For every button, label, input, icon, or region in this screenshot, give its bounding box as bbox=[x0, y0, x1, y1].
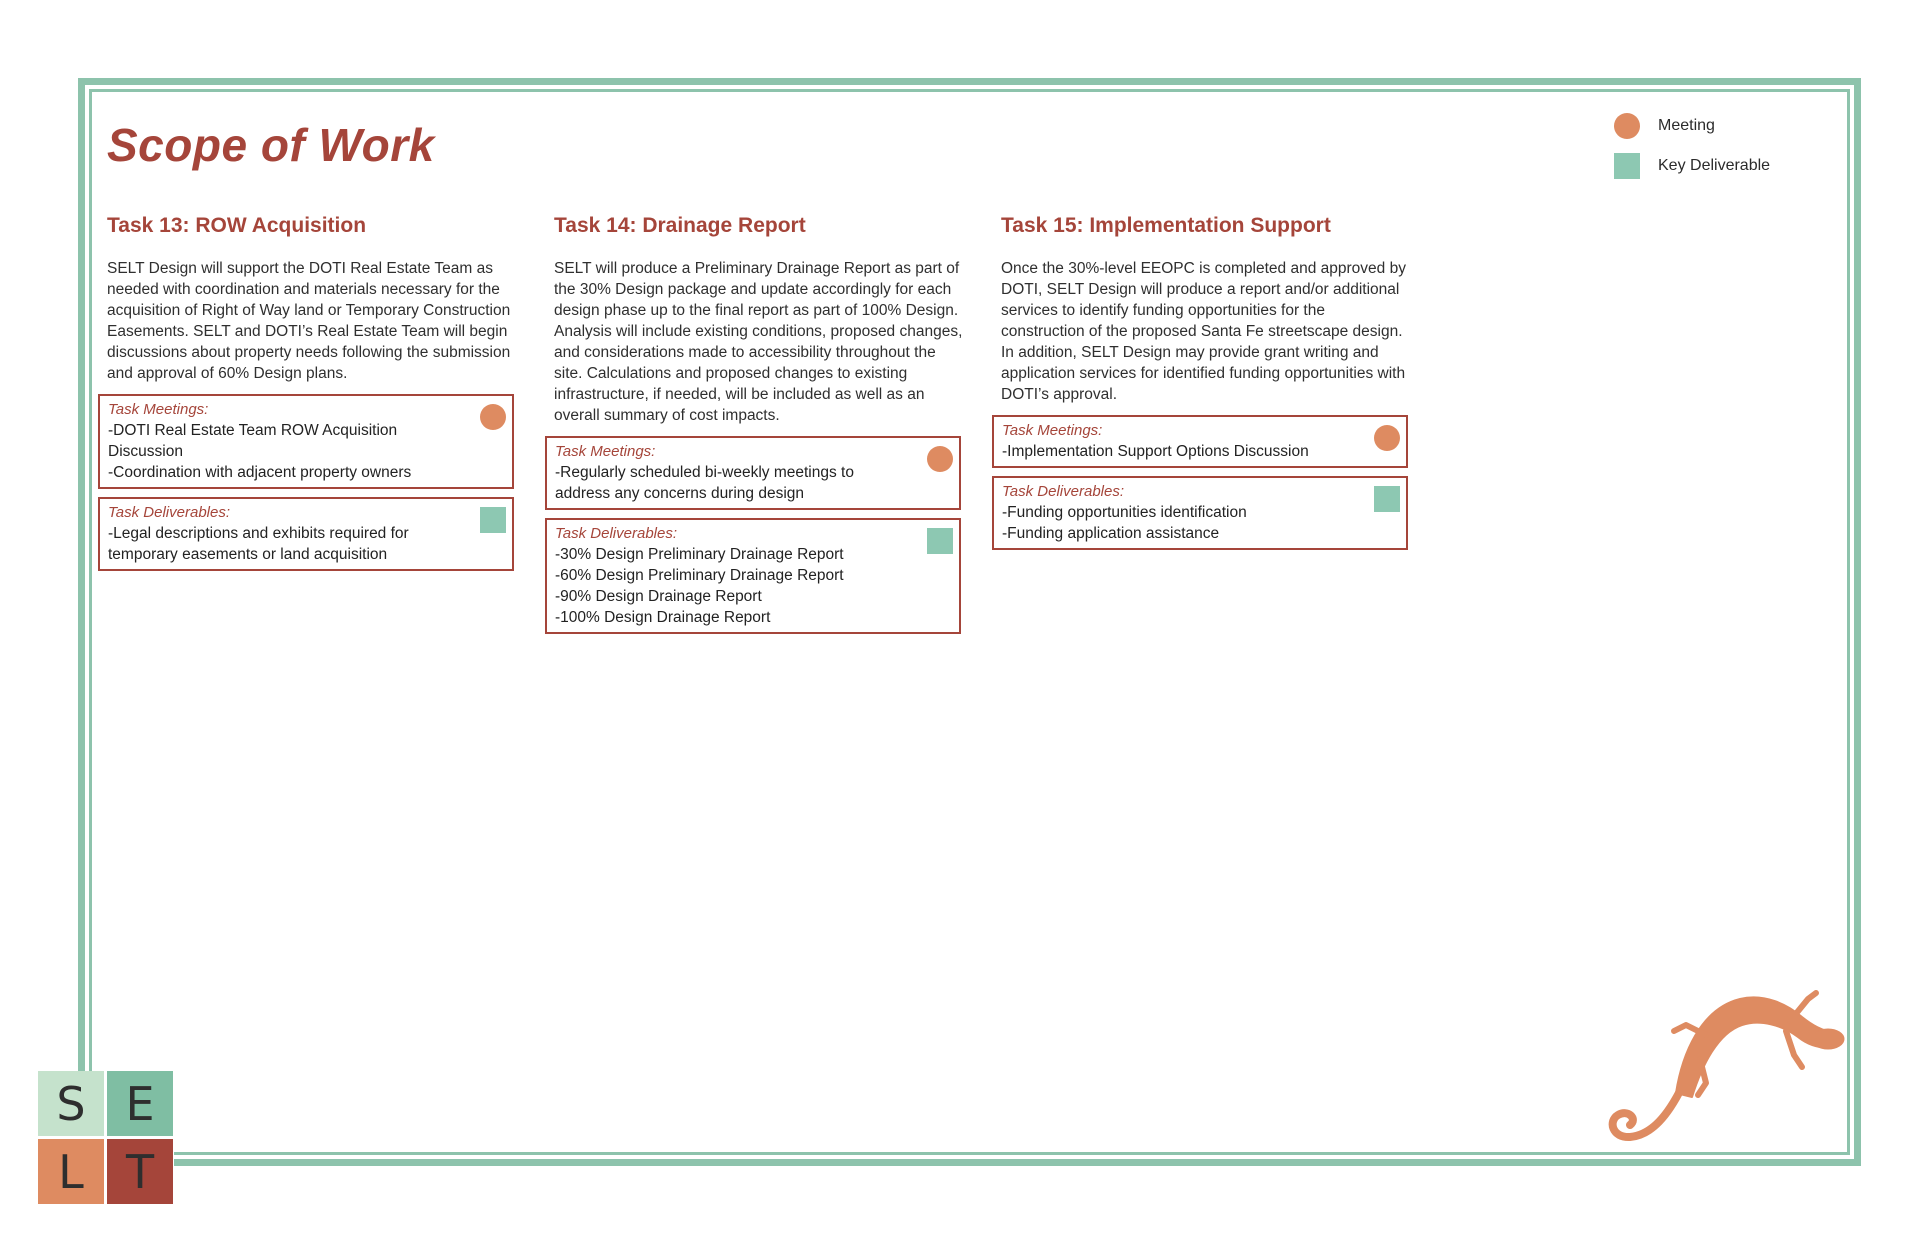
deliverables-title: Task Deliverables: bbox=[108, 504, 230, 521]
task-heading: Task 14: Drainage Report bbox=[554, 214, 806, 237]
meetings-title: Task Meetings: bbox=[555, 443, 656, 460]
task-meetings-box bbox=[98, 394, 514, 489]
meeting-circle-icon bbox=[1614, 113, 1640, 139]
deliverable-item: -Legal descriptions and exhibits required for temporary easements or land acquisition bbox=[108, 525, 409, 563]
legend-deliverable bbox=[1614, 146, 1770, 186]
meeting-circle-icon bbox=[927, 446, 953, 472]
task-description: SELT Design will support the DOTI Real Estate Team as needed with coordination and materials necessary for the acquisition of Right of Way land or Temporary Construction Easements. SELT and DOTI’s Real Estate Team will begin discussions about property needs following the submission and approval of 60% Design plans. bbox=[107, 260, 511, 382]
selt-logo bbox=[38, 1071, 174, 1205]
task-meetings-box bbox=[992, 415, 1408, 468]
task-description: SELT will produce a Preliminary Drainage Report as part of the 30% Design package and update accordingly for each design phase up to the final report as part of 100% Design. Analysis will include existing conditions, proposed changes, and considerations made to accessibility throughout the site. Calculations and proposed changes to existing infrastructure, if needed, will be included as well as an overall summary of cost impacts. bbox=[554, 260, 963, 424]
task-description: Once the 30%-level EEOPC is completed and approved by DOTI, SELT Design will produce a report and/or additional services to identify funding opportunities for the construction of the proposed Santa Fe streetscape design. In addition, SELT Design may provide grant writing and application services for identified funding opportunities with DOTI’s approval. bbox=[1001, 260, 1406, 403]
deliverable-square-icon bbox=[927, 528, 953, 554]
meeting-item: -Regularly scheduled bi-weekly meetings to address any concerns during design bbox=[555, 464, 854, 502]
deliverable-item: -Funding application assistance bbox=[1002, 525, 1220, 542]
deliverable-item: -90% Design Drainage Report bbox=[555, 588, 762, 605]
task-deliverables-box bbox=[545, 518, 961, 634]
meeting-item: -Coordination with adjacent property owners bbox=[108, 464, 412, 481]
legend-meeting-label: Meeting bbox=[1658, 117, 1715, 134]
legend-deliverable-label: Key Deliverable bbox=[1658, 157, 1771, 174]
task-heading: Task 13: ROW Acquisition bbox=[107, 214, 367, 237]
deliverable-item: -100% Design Drainage Report bbox=[555, 609, 771, 626]
task-meetings-box bbox=[545, 436, 961, 510]
deliverable-item: -60% Design Preliminary Drainage Report bbox=[555, 567, 844, 584]
deliverable-square-icon bbox=[1374, 486, 1400, 512]
deliverable-item: -30% Design Preliminary Drainage Report bbox=[555, 546, 844, 563]
deliverable-square-icon bbox=[480, 507, 506, 533]
deliverables-title: Task Deliverables: bbox=[1002, 483, 1124, 500]
logo-letter-e: E bbox=[107, 1071, 173, 1136]
meeting-circle-icon bbox=[480, 404, 506, 430]
deliverable-item: -Funding opportunities identification bbox=[1002, 504, 1247, 521]
legend bbox=[1614, 106, 1770, 186]
task-deliverables-box bbox=[992, 476, 1408, 550]
logo-letter-l: L bbox=[38, 1139, 104, 1204]
legend-meeting bbox=[1614, 106, 1770, 146]
meetings-title: Task Meetings: bbox=[1002, 422, 1103, 439]
lizard-icon bbox=[1590, 975, 1850, 1165]
deliverables-title: Task Deliverables: bbox=[555, 525, 677, 542]
meeting-item: -Implementation Support Options Discussion bbox=[1002, 443, 1309, 460]
page-title: Scope of Work bbox=[107, 119, 435, 171]
task-15-column bbox=[1001, 214, 1421, 558]
logo-letter-s: S bbox=[38, 1071, 104, 1136]
task-deliverables-box bbox=[98, 497, 514, 571]
meeting-item: -DOTI Real Estate Team ROW Acquisition Discussion bbox=[108, 422, 398, 460]
meetings-title: Task Meetings: bbox=[108, 401, 209, 418]
deliverable-square-icon bbox=[1614, 153, 1640, 179]
task-13-column bbox=[107, 214, 527, 579]
task-heading: Task 15: Implementation Support bbox=[1001, 214, 1331, 237]
task-14-column bbox=[554, 214, 974, 642]
meeting-circle-icon bbox=[1374, 425, 1400, 451]
logo-letter-t: T bbox=[107, 1139, 173, 1204]
